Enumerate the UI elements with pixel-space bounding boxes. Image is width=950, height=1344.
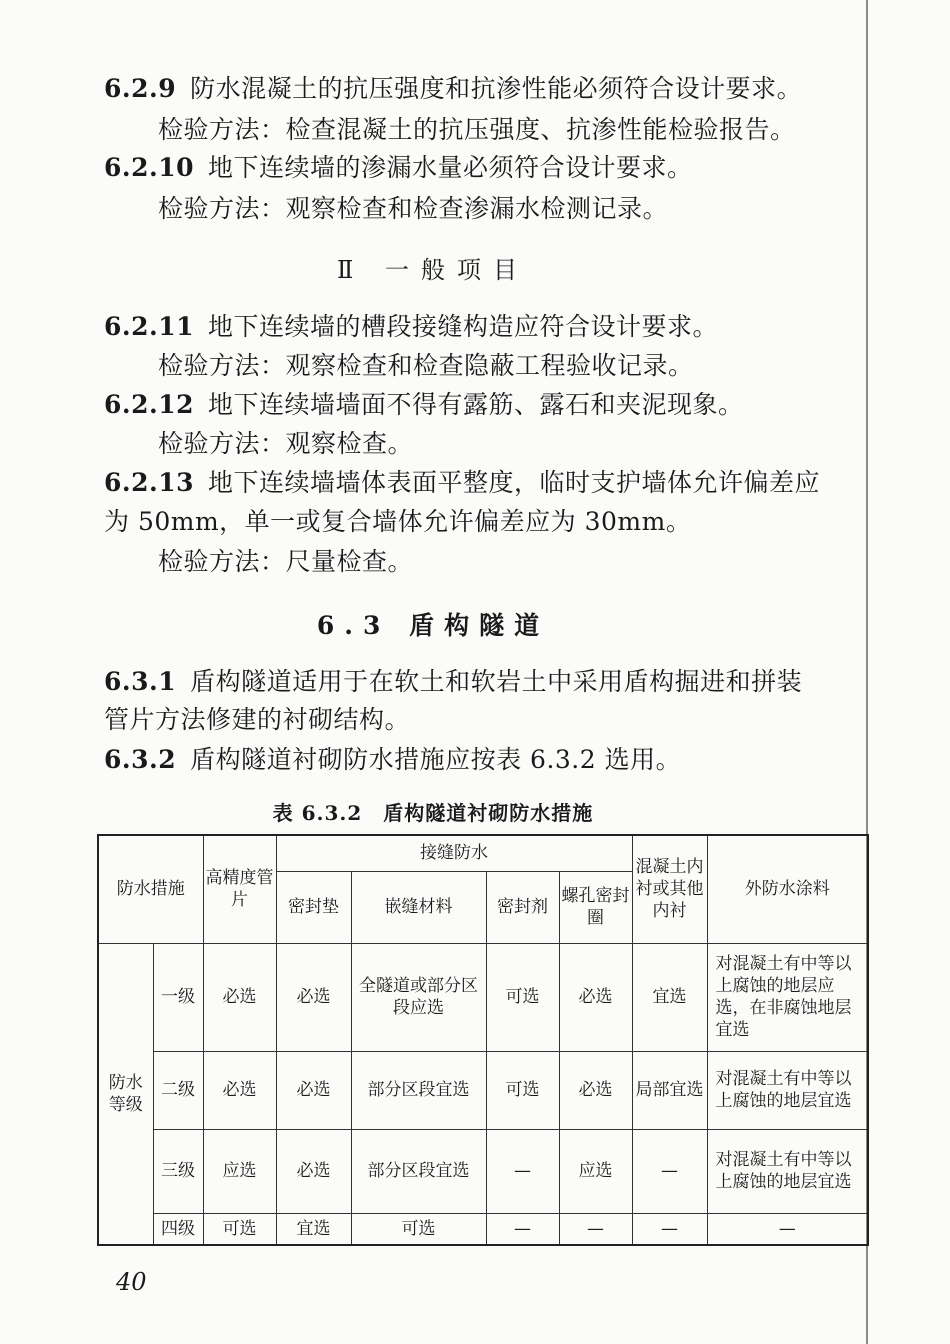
header-precision-segment: 高精度管片 xyxy=(203,835,276,943)
table-row xyxy=(98,1051,868,1129)
grade-cell: 三级 xyxy=(153,1129,203,1213)
table-cell: 全隧道或部分区段应选 xyxy=(351,943,486,1051)
clause-6-2-10: 6.2.10 地下连续墙的渗漏水量必须符合设计要求。 xyxy=(104,153,693,182)
table-cell: 可选 xyxy=(351,1213,486,1245)
clause-6-2-9-method: 检验方法：检查混凝土的抗压强度、抗渗性能检验报告。 xyxy=(158,115,796,144)
table-cell: 局部宜选 xyxy=(632,1051,707,1129)
header-measure: 防水措施 xyxy=(98,835,203,943)
clause-6-2-13: 6.2.13 地下连续墙墙体表面平整度，临时支护墙体允许偏差应 xyxy=(104,468,821,497)
header-caulking: 嵌缝材料 xyxy=(351,871,486,943)
table-cell: 应选 xyxy=(559,1129,632,1213)
clause-6-3-2: 6.3.2 盾构隧道衬砌防水措施应按表 6.3.2 选用。 xyxy=(104,745,682,774)
table-cell: 必选 xyxy=(203,1051,276,1129)
table-cell: 宜选 xyxy=(276,1213,351,1245)
waterproofing-table xyxy=(97,834,869,1246)
table-cell: 对混凝土有中等以上腐蚀的地层应选，在非腐蚀地层宜选 xyxy=(707,943,868,1051)
table-cell: — xyxy=(707,1213,868,1245)
grade-cell: 一级 xyxy=(153,943,203,1051)
table-row xyxy=(98,943,868,1051)
grade-label: 防水等级 xyxy=(98,943,153,1245)
table-row xyxy=(98,1213,868,1245)
header-sealant: 密封剂 xyxy=(486,871,559,943)
table-cell: 必选 xyxy=(276,1051,351,1129)
clause-6-2-11: 6.2.11 地下连续墙的槽段接缝构造应符合设计要求。 xyxy=(104,312,719,341)
clause-6-2-12-method: 检验方法：观察检查。 xyxy=(158,429,414,458)
grade-cell: 四级 xyxy=(153,1213,203,1245)
table-cell: 必选 xyxy=(203,943,276,1051)
table-cell: 宜选 xyxy=(632,943,707,1051)
clause-6-3-1-cont: 管片方法修建的衬砌结构。 xyxy=(104,705,411,734)
table-cell: 必选 xyxy=(276,943,351,1051)
table-cell: 可选 xyxy=(486,1051,559,1129)
table-cell: 对混凝土有中等以上腐蚀的地层宜选 xyxy=(707,1051,868,1129)
table-cell: 可选 xyxy=(486,943,559,1051)
clause-6-2-9: 6.2.9 防水混凝土的抗压强度和抗渗性能必须符合设计要求。 xyxy=(104,74,803,103)
table-cell: 可选 xyxy=(203,1213,276,1245)
table-cell: 部分区段宜选 xyxy=(351,1129,486,1213)
table-cell: — xyxy=(632,1213,707,1245)
table-cell: 必选 xyxy=(559,943,632,1051)
clause-6-3-1: 6.3.1 盾构隧道适用于在软土和软岩土中采用盾构掘进和拼装 xyxy=(104,667,803,696)
clause-6-2-13-method: 检验方法：尺量检查。 xyxy=(158,547,414,576)
header-inner-lining: 混凝土内衬或其他内衬 xyxy=(632,835,707,943)
clause-6-2-10-method: 检验方法：观察检查和检查渗漏水检测记录。 xyxy=(158,194,669,223)
table-caption: 表 6.3.2 盾构隧道衬砌防水措施 xyxy=(272,801,594,825)
page-number: 40 xyxy=(116,1268,147,1296)
section-title: 6.3 盾构隧道 xyxy=(316,611,550,640)
table-cell: 应选 xyxy=(203,1129,276,1213)
clause-6-2-13-cont: 为 50mm，单一或复合墙体允许偏差应为 30mm。 xyxy=(104,507,692,536)
header-bolt-seal: 螺孔密封圈 xyxy=(559,871,632,943)
clause-6-2-11-method: 检验方法：观察检查和检查隐蔽工程验收记录。 xyxy=(158,351,694,380)
header-joint-waterproofing: 接缝防水 xyxy=(276,835,632,871)
clause-6-2-12: 6.2.12 地下连续墙墙面不得有露筋、露石和夹泥现象。 xyxy=(104,390,744,419)
table-cell: — xyxy=(632,1129,707,1213)
table-cell: — xyxy=(486,1213,559,1245)
general-items-heading: Ⅱ 一般项目 xyxy=(337,256,529,284)
table-cell: 部分区段宜选 xyxy=(351,1051,486,1129)
table-row xyxy=(98,1129,868,1213)
table-cell: 对混凝土有中等以上腐蚀的地层宜选 xyxy=(707,1129,868,1213)
table-cell: — xyxy=(486,1129,559,1213)
table-cell: 必选 xyxy=(276,1129,351,1213)
table-cell: — xyxy=(559,1213,632,1245)
grade-cell: 二级 xyxy=(153,1051,203,1129)
header-gasket: 密封垫 xyxy=(276,871,351,943)
table-cell: 必选 xyxy=(559,1051,632,1129)
header-outer-coating: 外防水涂料 xyxy=(707,835,868,943)
